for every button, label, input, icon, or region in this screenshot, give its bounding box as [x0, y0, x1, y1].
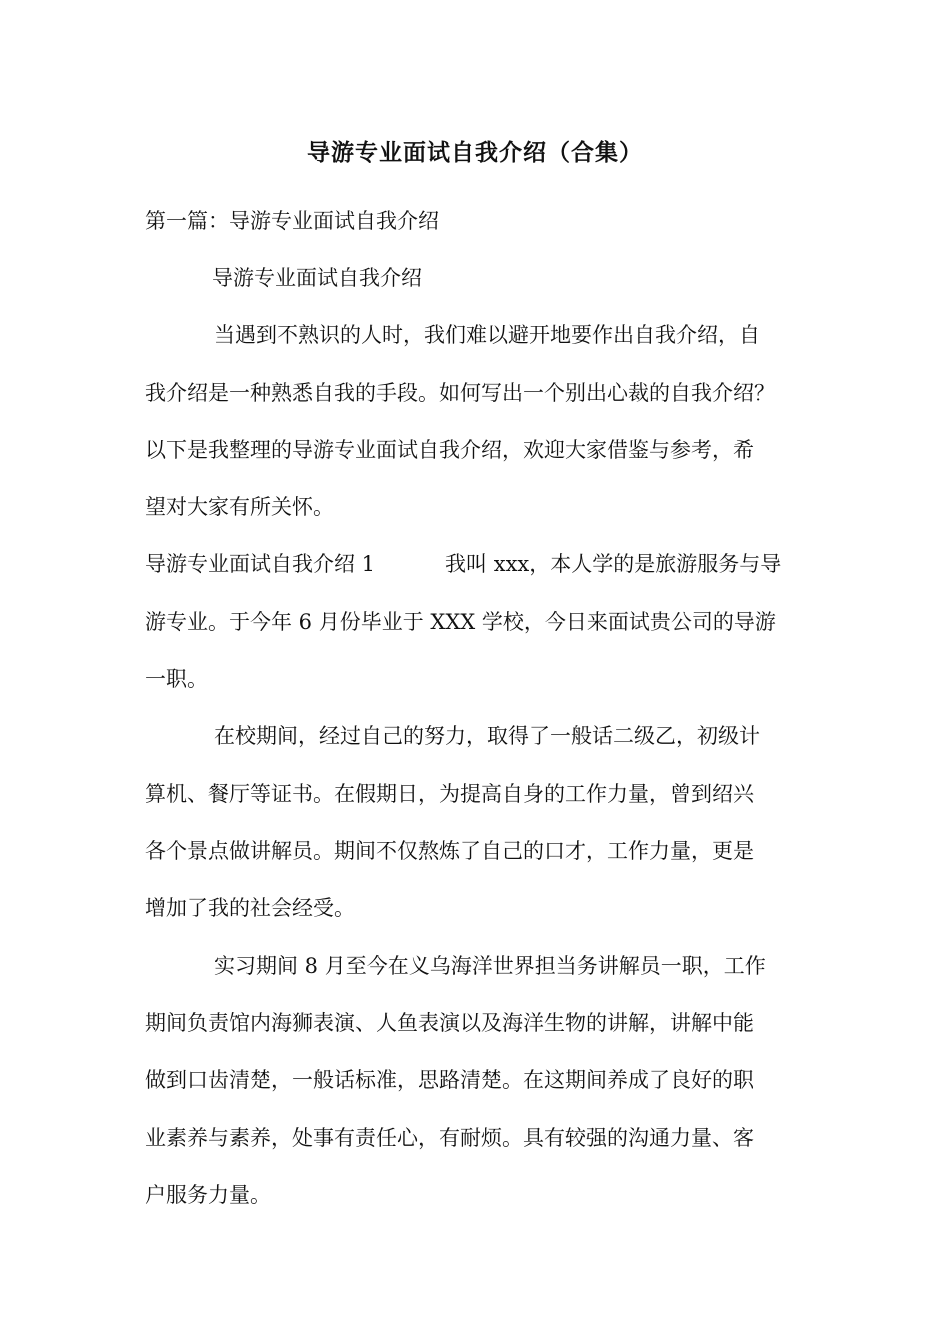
para3-line-5: 户服务力量。 [145, 1183, 271, 1207]
para2-line-3: 各个景点做讲解员。期间不仅熬炼了自己的口才，工作力量，更是 [145, 839, 754, 863]
para3-line-3: 做到口齿清楚，一般话标准，思路清楚。在这期间养成了良好的职 [145, 1068, 754, 1092]
para3-line-2: 期间负责馆内海狮表演、人鱼表演以及海洋生物的讲解，讲解中能 [145, 1011, 754, 1035]
para2-line-1: 在校期间，经过自己的努力，取得了一般话二级乙，初级计 [214, 724, 760, 748]
para1-line-2: 我介绍是一种熟悉自我的手段。如何写出一个别出心裁的自我介绍？ [145, 381, 775, 405]
para1-line-1: 当遇到不熟识的人时，我们难以避开地要作出自我介绍，自 [214, 323, 760, 347]
para2-line-2: 算机、餐厅等证书。在假期日，为提高自身的工作力量，曾到绍兴 [145, 782, 754, 806]
para1-line-3: 以下是我整理的导游专业面试自我介绍，欢迎大家借鉴与参考，希 [145, 438, 754, 462]
item1-label: 导游专业面试自我介绍 1 [145, 552, 376, 576]
item1-first-line [145, 544, 825, 584]
para3-line-1: 实习期间 8 月至今在义乌海洋世界担当务讲解员一职，工作 [214, 954, 766, 978]
section-heading: 第一篇：导游专业面试自我介绍 [145, 209, 439, 233]
item1-line-1: 我叫 xxx，本人学的是旅游服务与导 [445, 552, 782, 576]
subtitle: 导游专业面试自我介绍 [212, 266, 422, 290]
item1-line-3: 一职。 [145, 667, 208, 691]
para2-line-4: 增加了我的社会经受。 [145, 896, 355, 920]
para3-line-4: 业素养与素养，处事有责任心，有耐烦。具有较强的沟通力量、客 [145, 1126, 754, 1150]
para1-line-4: 望对大家有所关怀。 [145, 495, 334, 519]
item1-line-2: 游专业。于今年 6 月份毕业于 XXX 学校，今日来面试贵公司的导游 [145, 610, 776, 634]
document-title: 导游专业面试自我介绍（合集） [307, 139, 643, 166]
